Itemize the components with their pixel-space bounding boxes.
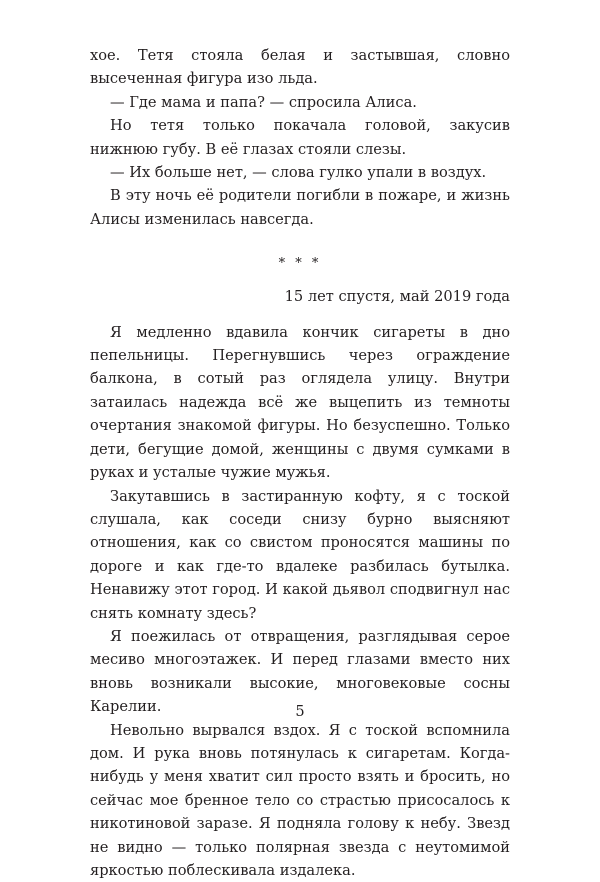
paragraph: Невольно вырвался вздох. Я с тоской вспомнила дом. И рука вновь потянулась к сигаретам. Когда-нибудь у меня хватит сил просто взять и бросить, но сейчас мое бренное тело со страстью присосалось к никотиновой заразе. Я подняла голову к небу. Звезд не видно — только полярная звезда с неутомимой яркостью поблескивала издалека. <box>90 721 510 879</box>
chapter-dateline: 15 лет спустя, май 2019 года <box>284 288 510 306</box>
section-separator: * * * <box>278 256 322 272</box>
paragraph: Я поежилась от отвращения, разглядывая серое месиво многоэтажек. И перед глазами вместо них вновь возникали высокие, многовековые сосны Карелии. <box>90 627 510 716</box>
paragraph: В эту ночь её родители погибли в пожаре, и жизнь Алисы изменилась навсегда. <box>90 187 510 228</box>
page-body <box>90 44 510 882</box>
dialogue-line: — Их больше нет, — слова гулко упали в воздух. <box>110 164 487 182</box>
page-number: 5 <box>295 703 305 720</box>
paragraph: Я медленно вдавила кончик сигареты в дно пепельницы. Перегнувшись через ограждение балкона, в сотый раз оглядела улицу. Внутри затаилась надежда всё же выцепить из темноты очертания знакомой фигуры. Но безуспешно. Только дети, бегущие домой, женщины с двумя сумками в руках и усталые чужие мужья. <box>90 323 510 482</box>
paragraph: хое. Тетя стояла белая и застывшая, словно высеченная фигура изо льда. <box>90 47 510 88</box>
paragraph: Но тетя только покачала головой, закусив нижнюю губу. В её глазах стояли слезы. <box>90 117 510 158</box>
dialogue-line: — Где мама и папа? — спросила Алиса. <box>110 93 417 111</box>
paragraph: Закутавшись в застиранную кофту, я с тоской слушала, как соседи снизу бурно выясняют отношения, как со свистом проносятся машины по дороге и как где-то вдалеке разбилась бутылка. Ненавижу этот город. И какой дьявол сподвигнул нас снять комнату здесь? <box>90 487 510 622</box>
